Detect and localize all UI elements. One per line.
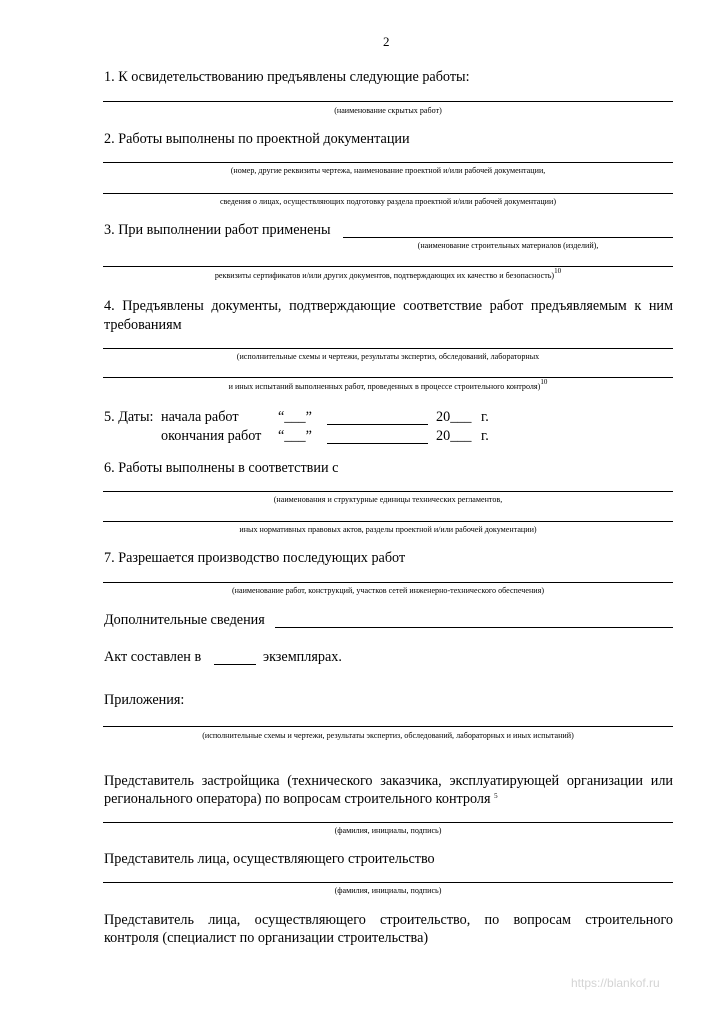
start-date-label: начала работ <box>161 409 239 425</box>
section-4-caption-2-text: и иных испытаний выполненных работ, проведенных в процессе строительного контроля) <box>228 382 541 391</box>
section-3-caption-1: (наименование строительных материалов (изделий), <box>417 241 599 250</box>
end-year-field[interactable]: 20___ <box>436 428 472 444</box>
section-4-line-1: 4. Предъявлены документы, подтверждающие соответствие работ предъявляемым к ним <box>104 298 673 314</box>
start-year-field[interactable]: 20___ <box>436 409 472 425</box>
section-1-caption: (наименование скрытых работ) <box>334 106 442 115</box>
rep-1-caption: (фамилия, инициалы, подпись) <box>334 826 442 835</box>
page-number: 2 <box>383 34 390 49</box>
section-6-caption-2: иных нормативных правовых актов, разделы проектной и/или рабочей документации) <box>239 525 537 534</box>
section-4-field-2[interactable] <box>103 377 673 378</box>
section-2-caption-1: (номер, другие реквизиты чертежа, наименование проектной и/или рабочей документации, <box>230 166 546 175</box>
section-7-title: 7. Разрешается производство последующих работ <box>104 550 406 566</box>
section-5-label: 5. Даты: <box>104 409 154 425</box>
rep-2-title: Представитель лица, осуществляющего строительство <box>104 851 435 867</box>
start-month-field[interactable] <box>327 424 428 425</box>
section-6-title: 6. Работы выполнены в соответствии с <box>104 460 339 476</box>
section-3-line-2[interactable] <box>103 266 673 267</box>
section-3-title: 3. При выполнении работ применены <box>104 222 331 238</box>
section-2-title: 2. Работы выполнены по проектной документации <box>104 131 410 147</box>
section-3-caption-2-text: реквизиты сертификатов и/или других документов, подтверждающих их качество и безопасность) <box>214 271 555 280</box>
section-4-caption-1: (исполнительные схемы и чертежи, результаты экспертиз, обследований, лабораторных <box>236 352 540 361</box>
start-year-suffix: г. <box>481 409 489 425</box>
section-7-line[interactable] <box>103 582 673 583</box>
rep-2-caption: (фамилия, инициалы, подпись) <box>334 886 442 895</box>
section-3-caption-2 <box>103 267 673 281</box>
copies-count-field[interactable] <box>214 664 256 665</box>
appendix-caption: (исполнительные схемы и чертежи, результаты экспертиз, обследований, лабораторных и иных испытаний) <box>202 731 574 740</box>
section-1-line[interactable] <box>103 101 673 102</box>
section-1-title: 1. К освидетельствованию предъявлены следующие работы: <box>104 69 470 85</box>
additional-info-label: Дополнительные сведения <box>104 612 265 628</box>
footnote-ref: 10 <box>540 378 548 386</box>
section-2-line-2[interactable] <box>103 193 673 194</box>
rep-3-line-2: контроля (специалист по организации строительства) <box>104 930 429 946</box>
rep-1-line-2-text: регионального оператора) по вопросам строительного контроля <box>104 791 491 807</box>
section-4-field-1[interactable] <box>103 348 673 349</box>
end-date-label: окончания работ <box>161 428 262 444</box>
copies-prefix: Акт составлен в <box>104 649 202 665</box>
appendix-field[interactable] <box>103 726 673 727</box>
section-6-line-1[interactable] <box>103 491 673 492</box>
end-year-suffix: г. <box>481 428 489 444</box>
additional-info-field[interactable] <box>275 627 673 628</box>
section-2-line-1[interactable] <box>103 162 673 163</box>
section-2-caption-2: сведения о лицах, осуществляющих подготовку раздела проектной и/или рабочей документации) <box>219 197 557 206</box>
rep-1-line-1: Представитель застройщика (технического заказчика, эксплуатирующей организации или <box>104 773 673 789</box>
section-6-caption-1: (наименования и структурные единицы технических регламентов, <box>273 495 503 504</box>
start-day-field[interactable]: “___” <box>278 409 312 425</box>
end-month-field[interactable] <box>327 443 428 444</box>
section-6-line-2[interactable] <box>103 521 673 522</box>
appendix-label: Приложения: <box>104 692 185 708</box>
section-4-caption-2 <box>103 378 673 392</box>
copies-suffix: экземплярах. <box>263 649 342 665</box>
rep-2-signature-field[interactable] <box>103 882 673 883</box>
footnote-ref: 10 <box>554 267 562 275</box>
section-7-caption: (наименование работ, конструкций, участков сетей инженерно-технического обеспечения) <box>231 586 545 595</box>
footnote-ref: 5 <box>494 792 498 800</box>
section-4-line-2: требованиям <box>104 317 182 333</box>
rep-1-signature-field[interactable] <box>103 822 673 823</box>
end-day-field[interactable]: “___” <box>278 428 312 444</box>
watermark: https://blankof.ru <box>571 976 660 990</box>
rep-1-line-2 <box>104 791 498 807</box>
section-3-line-1[interactable] <box>343 237 673 238</box>
rep-3-line-1: Представитель лица, осуществляющего строительство, по вопросам строительного <box>104 912 673 928</box>
